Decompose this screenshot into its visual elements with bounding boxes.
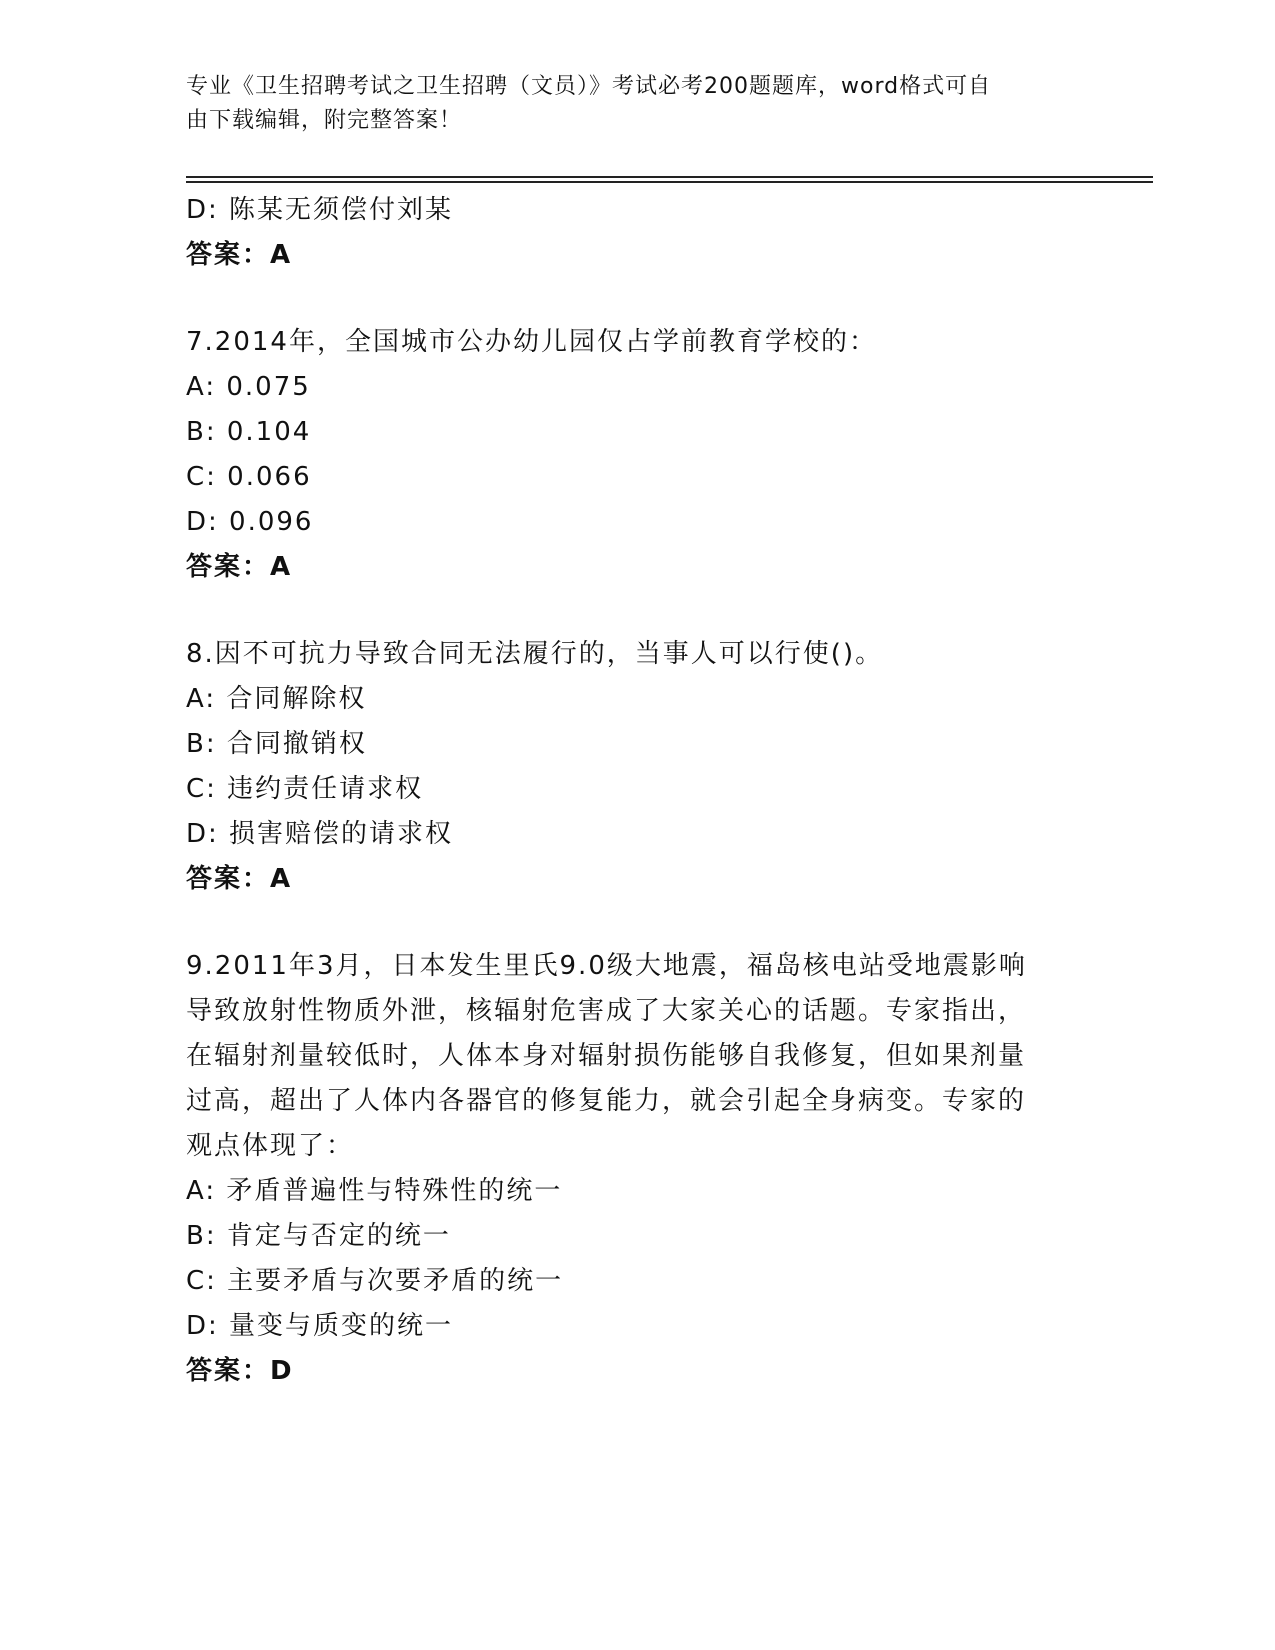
option-d: D: 损害赔偿的请求权 <box>186 819 454 849</box>
option-c: C: 主要矛盾与次要矛盾的统一 <box>186 1266 564 1296</box>
option-d: D: 0.096 <box>186 507 314 537</box>
answer-line: 答案：D <box>186 1356 294 1386</box>
answer-line: 答案：A <box>186 240 293 270</box>
previous-question-tail <box>186 188 1066 278</box>
option-b: B: 0.104 <box>186 417 312 447</box>
option-b: B: 肯定与否定的统一 <box>186 1221 451 1251</box>
answer-line: 答案：A <box>186 552 293 582</box>
question-stem: 8.因不可抗力导致合同无法履行的，当事人可以行使()。 <box>186 639 884 669</box>
question-8 <box>186 632 1066 902</box>
option-a: A: 0.075 <box>186 372 311 402</box>
answer-line: 答案：A <box>186 864 293 894</box>
question-stem-line: 导致放射性物质外泄，核辐射危害成了大家关心的话题。专家指出， <box>186 996 1027 1026</box>
option-d: D: 陈某无须偿付刘某 <box>186 195 454 225</box>
header-divider-bottom <box>186 181 1153 183</box>
header-divider-top <box>186 176 1153 178</box>
option-c: C: 0.066 <box>186 462 312 492</box>
option-d: D: 量变与质变的统一 <box>186 1311 454 1341</box>
question-stem: 7.2014年，全国城市公办幼儿园仅占学前教育学校的： <box>186 327 877 357</box>
document-header <box>186 70 1066 138</box>
option-a: A: 合同解除权 <box>186 684 367 714</box>
option-a: A: 矛盾普遍性与特殊性的统一 <box>186 1176 563 1206</box>
question-stem-line: 在辐射剂量较低时，人体本身对辐射损伤能够自我修复，但如果剂量 <box>186 1041 1027 1071</box>
question-stem-line: 观点体现了： <box>186 1131 355 1161</box>
option-c: C: 违约责任请求权 <box>186 774 424 804</box>
document-body <box>186 188 1066 1394</box>
question-9 <box>186 944 1066 1394</box>
header-line-1: 专业《卫生招聘考试之卫生招聘（文员）》考试必考200题题库，word格式可自 <box>186 74 992 99</box>
header-line-2: 由下载编辑，附完整答案！ <box>186 108 463 133</box>
option-b: B: 合同撤销权 <box>186 729 367 759</box>
question-stem-line: 9.2011年3月，日本发生里氏9.0级大地震，福岛核电站受地震影响 <box>186 951 1027 981</box>
question-stem-line: 过高，超出了人体内各器官的修复能力，就会引起全身病变。专家的 <box>186 1086 1027 1116</box>
question-7 <box>186 320 1066 590</box>
